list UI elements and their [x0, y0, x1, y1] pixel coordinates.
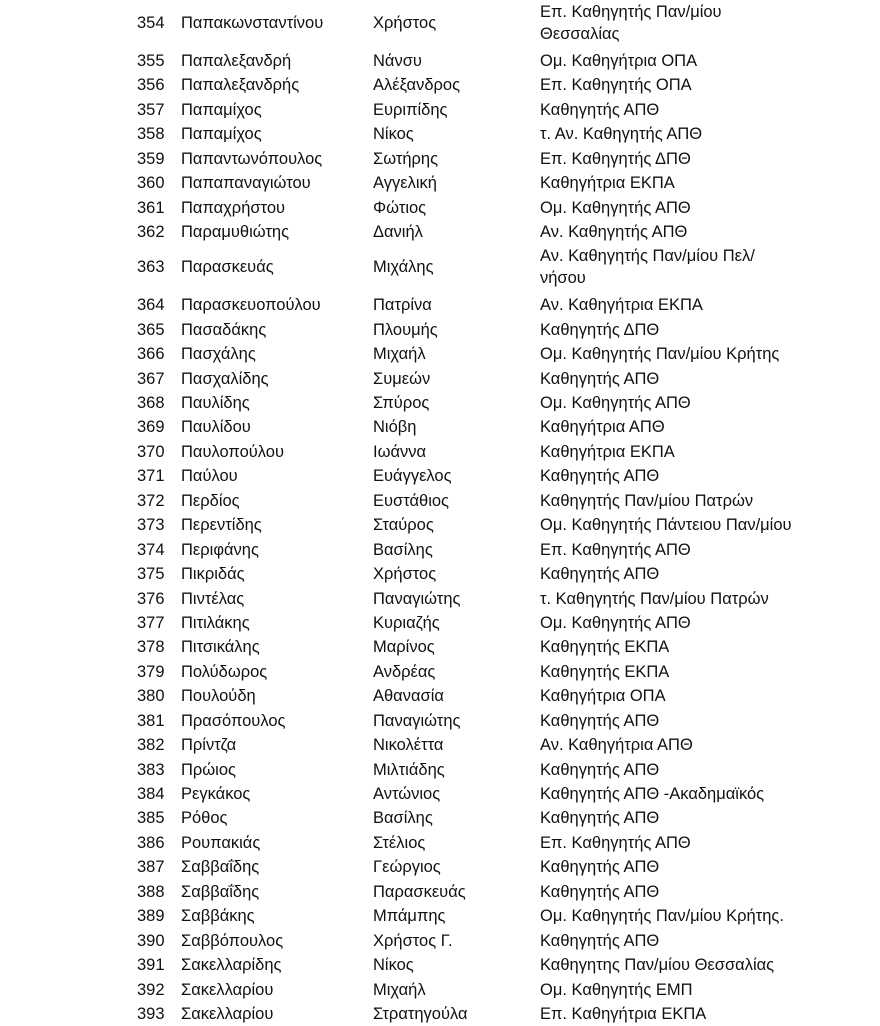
firstname-cell: Παναγιώτης [373, 711, 461, 730]
firstname-cell: Δανιήλ [373, 222, 423, 241]
table-row [0, 293, 880, 317]
title-cell: Αν. Καθηγήτρια ΕΚΠΑ [540, 296, 703, 315]
table-row [0, 147, 880, 171]
title-cell: τ. Καθηγητής Παν/μίου Πατρών [540, 589, 769, 608]
firstname-cell: Αθανασία [373, 687, 444, 706]
firstname-cell: Συμεών [373, 369, 431, 388]
row-number: 358 [137, 125, 165, 144]
title-cell: Καθηγητής ΑΠΘ [540, 711, 660, 730]
surname-cell: Παυλίδου [181, 418, 251, 437]
surname-cell: Παρασκευοπούλου [181, 296, 321, 315]
firstname-cell: Μιλτιάδης [373, 760, 445, 779]
table-row [0, 587, 880, 611]
title-cell: Καθηγήτρια ΕΚΠΑ [540, 442, 675, 461]
row-number: 378 [137, 638, 165, 657]
row-number: 383 [137, 760, 165, 779]
row-number: 365 [137, 320, 165, 339]
row-number: 362 [137, 222, 165, 241]
table-row [0, 953, 880, 977]
title-cell: Καθηγητής ΑΠΘ [540, 369, 660, 388]
surname-cell: Πολύδωρος [181, 662, 268, 681]
title-cell: Ομ. Καθηγητής Πάντειου Παν/μίου [540, 516, 792, 535]
table-row [0, 782, 880, 806]
row-number: 356 [137, 76, 165, 95]
table-row [0, 98, 880, 122]
table-row [0, 758, 880, 782]
firstname-cell: Παναγιώτης [373, 589, 461, 608]
surname-cell: Σαββάκης [181, 907, 255, 926]
firstname-cell: Μαρίνος [373, 638, 435, 657]
firstname-cell: Νάνσυ [373, 51, 422, 70]
firstname-cell: Ευριπίδης [373, 100, 448, 119]
surname-cell: Ρουπακιάς [181, 833, 261, 852]
title-cell: Επ. Καθηγητής ΑΠΘ [540, 833, 691, 852]
title-cell: Καθηγητής ΑΠΘ [540, 931, 660, 950]
table-row [0, 196, 880, 220]
surname-cell: Πουλούδη [181, 687, 256, 706]
title-cell: Καθηγήτρια ΕΚΠΑ [540, 174, 675, 193]
firstname-cell: Χρήστος Γ. [373, 931, 453, 950]
table-row [0, 831, 880, 855]
surname-cell: Παπαλεξανδρής [181, 76, 300, 95]
title-cell: Καθηγητής ΑΠΘ -Ακαδημαϊκός [540, 785, 765, 804]
row-number: 393 [137, 1004, 165, 1023]
firstname-cell: Χρήστος [373, 565, 437, 584]
row-number: 374 [137, 540, 165, 559]
table-row [0, 929, 880, 953]
table-row [0, 440, 880, 464]
firstname-cell: Νιόβη [373, 418, 417, 437]
table-row [0, 635, 880, 659]
row-number: 392 [137, 980, 165, 999]
row-number: 366 [137, 345, 165, 364]
title-cell: Καθηγήτρια ΑΠΘ [540, 418, 665, 437]
surname-cell: Πρώιος [181, 760, 236, 779]
firstname-cell: Μιχαήλ [373, 345, 426, 364]
row-number: 379 [137, 662, 165, 681]
title-cell: Καθηγητής ΑΠΘ [540, 882, 660, 901]
title-cell: Καθηγήτρια ΟΠΑ [540, 687, 666, 706]
firstname-cell: Ευστάθιος [373, 491, 450, 510]
firstname-cell: Σπύρος [373, 394, 430, 413]
surname-cell: Σακελλαρίου [181, 1004, 274, 1023]
row-number: 386 [137, 833, 165, 852]
title-cell: Ομ. Καθηγήτρια ΟΠΑ [540, 51, 698, 70]
row-number: 370 [137, 442, 165, 461]
title-cell: Καθηγητής ΑΠΘ [540, 565, 660, 584]
firstname-cell: Βασίλης [373, 809, 433, 828]
surname-cell: Παπαπαναγιώτου [181, 174, 311, 193]
table-row [0, 49, 880, 73]
surname-cell: Σαββόπουλος [181, 931, 284, 950]
table-row [0, 904, 880, 928]
table-row [0, 220, 880, 244]
title-cell: Καθηγητής ΑΠΘ [540, 858, 660, 877]
surname-cell: Πιτσικάλης [181, 638, 260, 657]
surname-cell: Περεντίδης [181, 516, 262, 535]
surname-cell: Παπαλεξανδρή [181, 51, 292, 70]
firstname-cell: Μπάμπης [373, 907, 446, 926]
surname-cell: Πιντέλας [181, 589, 245, 608]
title-cell: Αν. Καθηγητής ΑΠΘ [540, 222, 688, 241]
row-number: 376 [137, 589, 165, 608]
title-cell: Αν. Καθηγητής Παν/μίου Πελ/νήσου [540, 247, 755, 288]
table-row [0, 611, 880, 635]
firstname-cell: Φώτιος [373, 198, 427, 217]
table-row [0, 318, 880, 342]
table-row [0, 367, 880, 391]
surname-cell: Πασχάλης [181, 345, 256, 364]
row-number: 354 [137, 14, 165, 32]
title-cell: Επ. Καθηγητής ΟΠΑ [540, 76, 692, 95]
title-cell: Ομ. Καθηγητής ΑΠΘ [540, 198, 691, 217]
row-number: 357 [137, 100, 165, 119]
firstname-cell: Στρατηγούλα [373, 1004, 468, 1023]
firstname-cell: Αλέξανδρος [373, 76, 461, 95]
firstname-cell: Κυριαζής [373, 613, 440, 632]
surname-cell: Παραμυθιώτης [181, 222, 290, 241]
title-cell: Επ. Καθηγητής Παν/μίου Θεσσαλίας [540, 3, 722, 43]
surname-cell: Σακελλαρίου [181, 980, 274, 999]
firstname-cell: Αγγελική [373, 174, 437, 193]
table-row [0, 489, 880, 513]
table-row [0, 1002, 880, 1026]
row-number: 361 [137, 198, 165, 217]
table-row [0, 978, 880, 1002]
surname-cell: Παρασκευάς [181, 258, 274, 277]
surname-cell: Πιτιλάκης [181, 613, 250, 632]
surname-cell: Πικριδάς [181, 565, 245, 584]
title-cell: Ομ. Καθηγητής ΑΠΘ [540, 394, 691, 413]
table-row [0, 391, 880, 415]
row-number: 375 [137, 565, 165, 584]
row-number: 387 [137, 858, 165, 877]
row-number: 388 [137, 882, 165, 901]
firstname-cell: Πλουμής [373, 320, 438, 339]
table-row [0, 806, 880, 830]
title-cell: Ομ. Καθηγητής ΕΜΠ [540, 980, 693, 999]
title-cell: Καθηγητής ΕΚΠΑ [540, 662, 670, 681]
surname-cell: Σακελλαρίδης [181, 956, 282, 975]
table-row [0, 733, 880, 757]
row-number: 391 [137, 956, 165, 975]
row-number: 368 [137, 394, 165, 413]
title-cell: Ομ. Καθηγητής ΑΠΘ [540, 613, 691, 632]
title-cell: Επ. Καθηγητής ΑΠΘ [540, 540, 691, 559]
surname-cell: Ρόθος [181, 809, 228, 828]
row-number: 382 [137, 736, 165, 755]
row-number: 367 [137, 369, 165, 388]
surname-cell: Παυλίδης [181, 394, 250, 413]
surname-cell: Παπαμίχος [181, 125, 262, 144]
table-row [0, 880, 880, 904]
surname-cell: Σαββαΐδης [181, 882, 260, 901]
firstname-cell: Ανδρέας [373, 662, 436, 681]
surname-cell: Περδίος [181, 491, 240, 510]
table-row [0, 684, 880, 708]
title-cell: Καθηγητής ΑΠΘ [540, 760, 660, 779]
title-cell: Καθηγητής ΕΚΠΑ [540, 638, 670, 657]
title-cell: Ομ. Καθηγητής Παν/μίου Κρήτης [540, 345, 780, 364]
surname-cell: Πρασόπουλος [181, 711, 286, 730]
surname-cell: Παπαχρήστου [181, 198, 286, 217]
table-row [0, 73, 880, 97]
table-row [0, 244, 880, 293]
surname-cell: Σαββαΐδης [181, 858, 260, 877]
surname-cell: Παπαμίχος [181, 100, 262, 119]
firstname-cell: Ευάγγελος [373, 467, 452, 486]
firstname-cell: Σωτήρης [373, 149, 439, 168]
table-row [0, 562, 880, 586]
surname-cell: Πασαδάκης [181, 320, 267, 339]
title-cell: Καθηγητής ΑΠΘ [540, 809, 660, 828]
row-number: 369 [137, 418, 165, 437]
table-row [0, 0, 880, 49]
title-cell: Καθηγητής Παν/μίου Πατρών [540, 491, 754, 510]
surname-cell: Παυλοπούλου [181, 442, 284, 461]
table-row [0, 855, 880, 879]
firstname-cell: Μιχάλης [373, 258, 434, 277]
table-row [0, 709, 880, 733]
firstname-cell: Σταύρος [373, 516, 434, 535]
table-row [0, 342, 880, 366]
firstname-cell: Βασίλης [373, 540, 433, 559]
surname-cell: Παύλου [181, 467, 238, 486]
table-row [0, 464, 880, 488]
surname-cell: Παπακωνσταντίνου [181, 14, 324, 32]
firstname-cell: Πατρίνα [373, 296, 432, 315]
table-row [0, 415, 880, 439]
row-number: 372 [137, 491, 165, 510]
row-number: 364 [137, 296, 165, 315]
firstname-cell: Νίκος [373, 956, 414, 975]
row-number: 381 [137, 711, 165, 730]
row-number: 385 [137, 809, 165, 828]
row-number: 373 [137, 516, 165, 535]
title-cell: Καθηγητής ΑΠΘ [540, 467, 660, 486]
firstname-cell: Χρήστος [373, 14, 437, 32]
title-cell: τ. Αν. Καθηγητής ΑΠΘ [540, 125, 703, 144]
title-cell: Επ. Καθηγητής ΔΠΘ [540, 149, 691, 168]
row-number: 371 [137, 467, 165, 486]
row-number: 363 [137, 258, 165, 277]
firstname-cell: Νίκος [373, 125, 414, 144]
firstname-cell: Γεώργιος [373, 858, 441, 877]
row-number: 389 [137, 907, 165, 926]
row-number: 390 [137, 931, 165, 950]
firstname-cell: Αντώνιος [373, 785, 441, 804]
surname-cell: Ρεγκάκος [181, 785, 251, 804]
title-cell: Καθηγητής ΔΠΘ [540, 320, 660, 339]
table-row [0, 513, 880, 537]
surname-cell: Παπαντωνόπουλος [181, 149, 323, 168]
table-row [0, 660, 880, 684]
table-row [0, 122, 880, 146]
firstname-cell: Μιχαήλ [373, 980, 426, 999]
row-number: 360 [137, 174, 165, 193]
row-number: 384 [137, 785, 165, 804]
title-cell: Καθηγητης Παν/μίου Θεσσαλίας [540, 956, 775, 975]
title-cell: Αν. Καθηγήτρια ΑΠΘ [540, 736, 693, 755]
surname-cell: Περιφάνης [181, 540, 259, 559]
firstname-cell: Ιωάννα [373, 442, 427, 461]
firstname-cell: Νικολέττα [373, 736, 444, 755]
row-number: 377 [137, 613, 165, 632]
surname-cell: Πασχαλίδης [181, 369, 269, 388]
table-row [0, 538, 880, 562]
surname-cell: Πρίντζα [181, 736, 237, 755]
title-cell: Καθηγητής ΑΠΘ [540, 100, 660, 119]
title-cell: Ομ. Καθηγητής Παν/μίου Κρήτης. [540, 907, 784, 926]
row-number: 355 [137, 51, 165, 70]
firstname-cell: Στέλιος [373, 833, 426, 852]
firstname-cell: Παρασκευάς [373, 882, 466, 901]
row-number: 380 [137, 687, 165, 706]
row-number: 359 [137, 149, 165, 168]
title-cell: Επ. Καθηγήτρια ΕΚΠΑ [540, 1004, 707, 1023]
table-row [0, 171, 880, 195]
